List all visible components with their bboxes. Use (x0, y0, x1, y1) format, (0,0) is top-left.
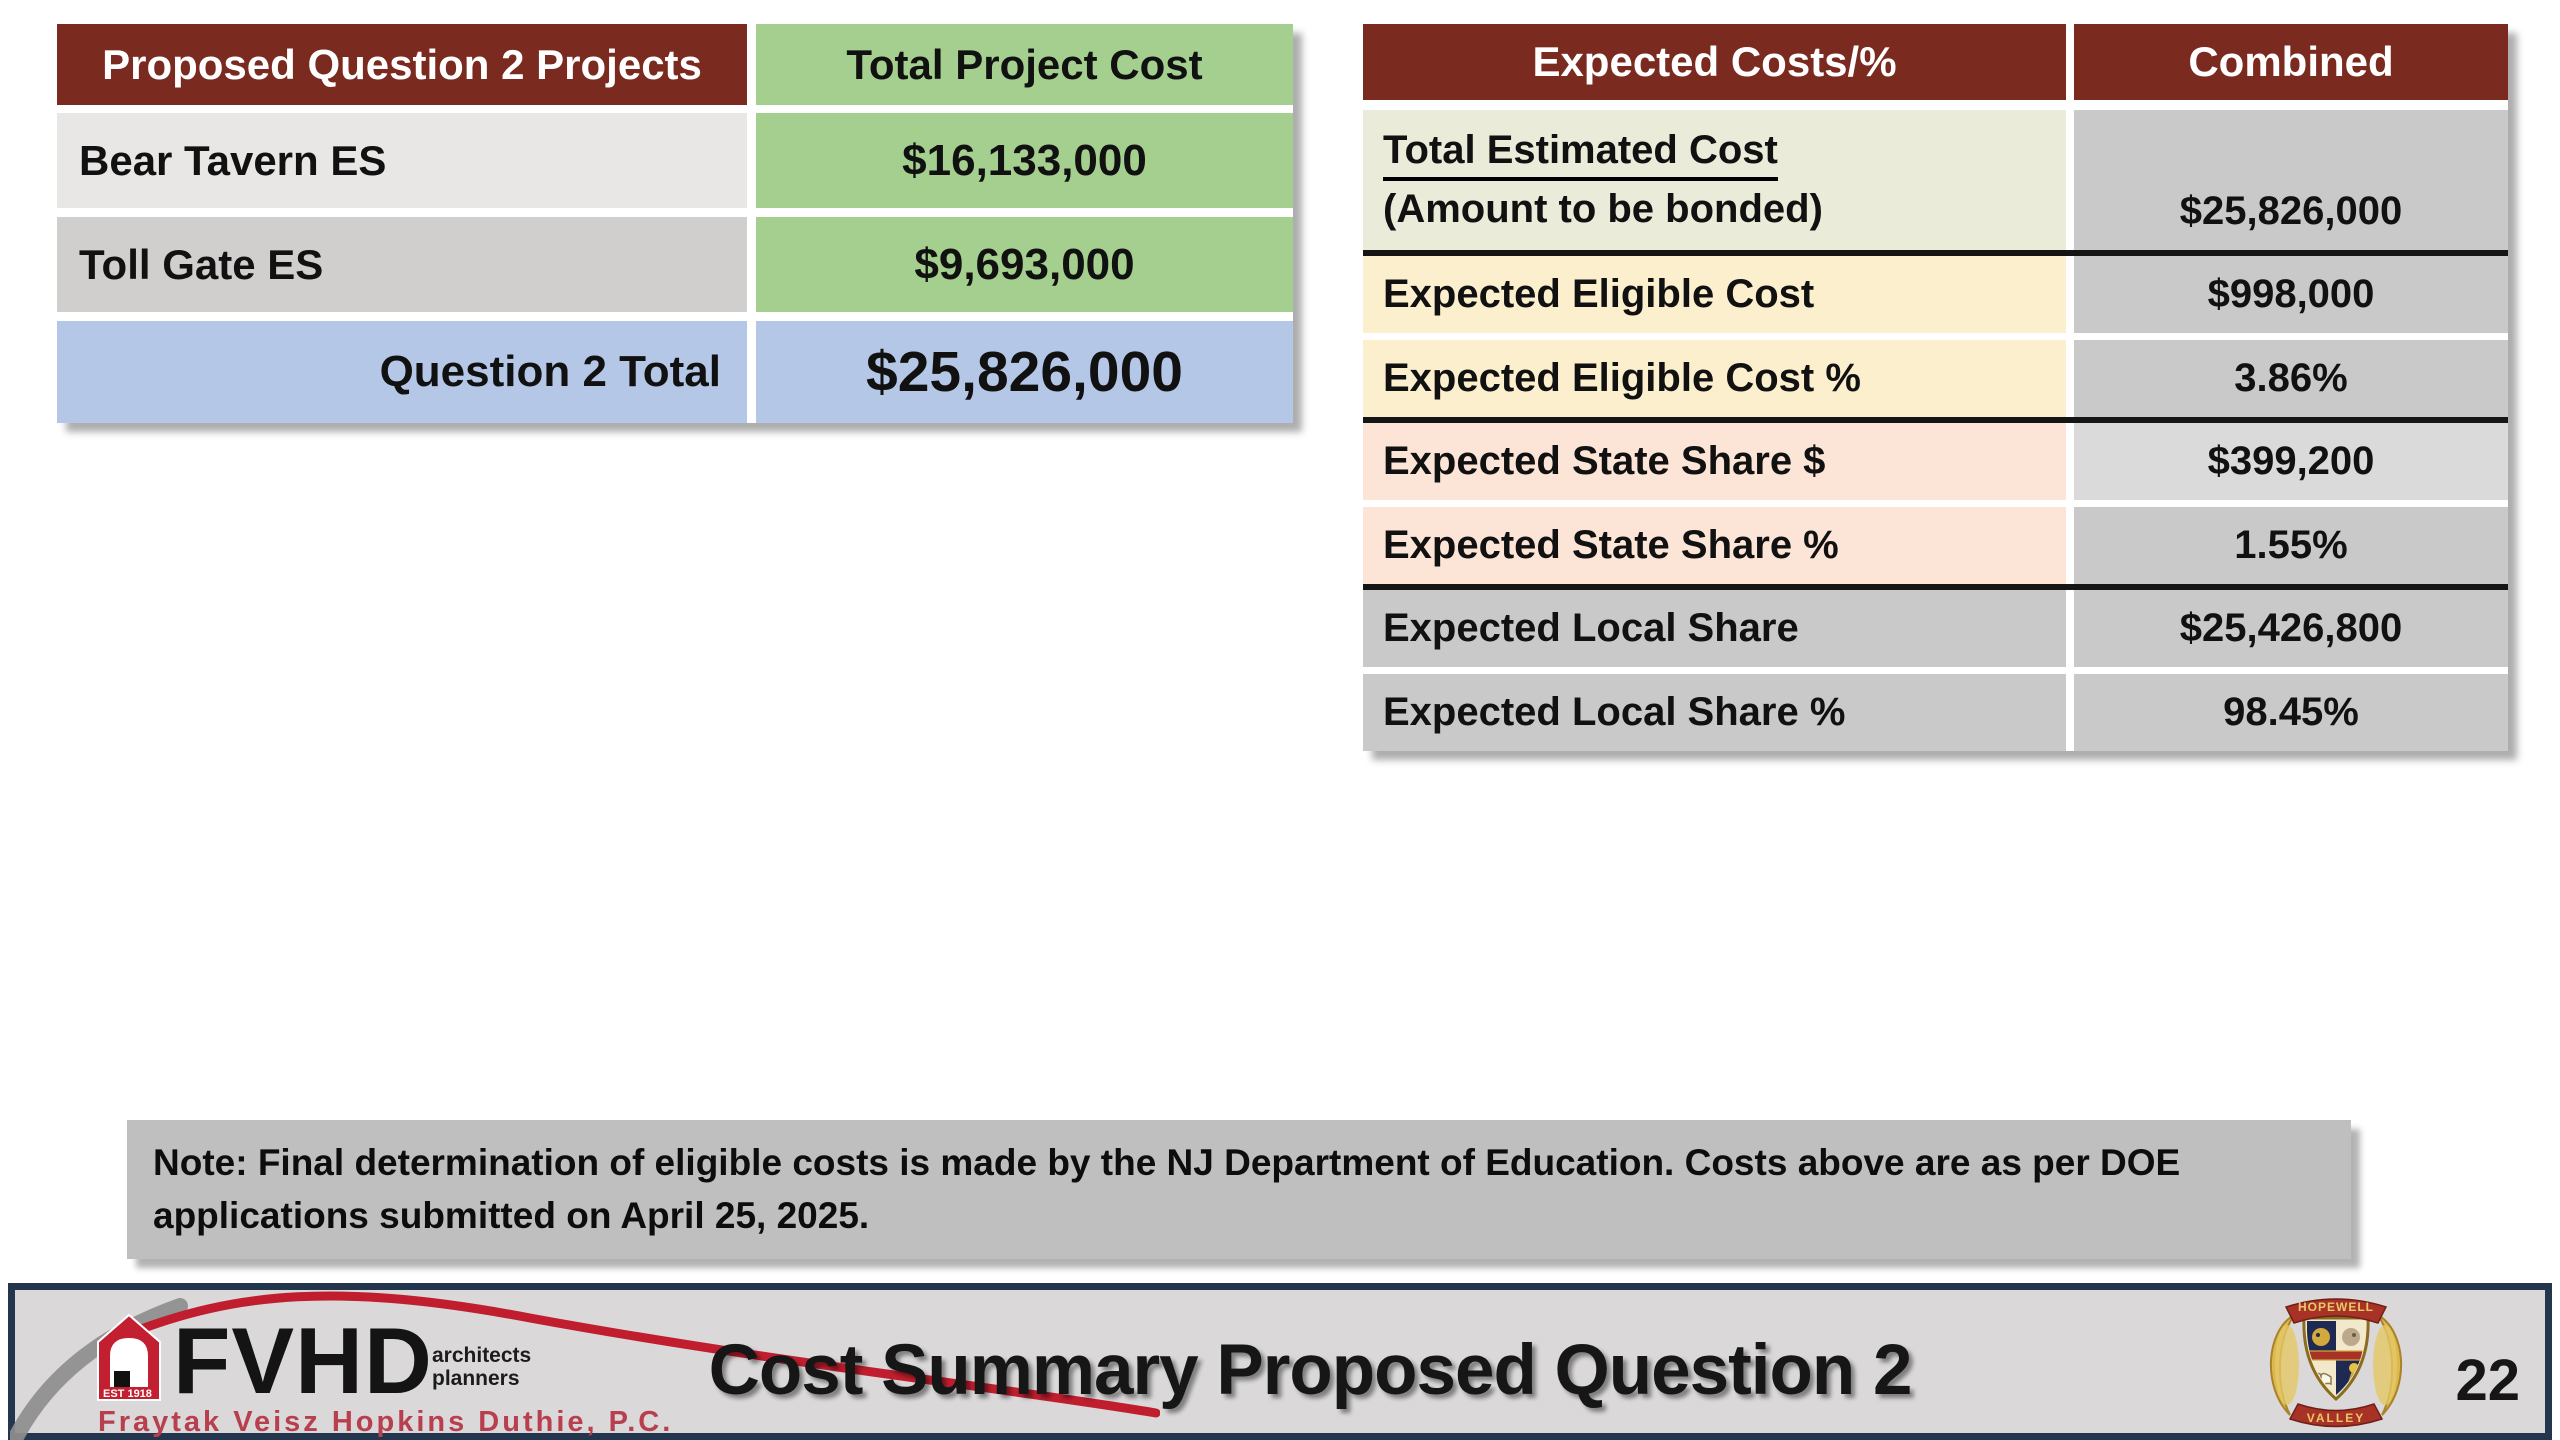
project-name: Bear Tavern ES (57, 113, 747, 208)
table-row (1363, 340, 2508, 423)
crest-bulldog-tan (2342, 1328, 2360, 1346)
crest-banner-bottom (2290, 1404, 2382, 1427)
cost-label: Expected Eligible Cost (1363, 256, 2066, 333)
cost-label: Expected Local Share % (1363, 674, 2066, 751)
note-text: Note: Final determination of eligible costs is made by the NJ Department of Education. Costs above are as per DOE applications submitted on April 25, 2025. (153, 1142, 2181, 1236)
table-row (1363, 590, 2508, 667)
expected-costs-table (1363, 24, 2508, 751)
cost-value: $399,200 (2074, 423, 2508, 500)
table-row (1363, 110, 2508, 256)
cost-label: Expected State Share $ (1363, 423, 2066, 500)
logo-tagline-planners: planners (432, 1367, 520, 1390)
projects-table (57, 24, 1293, 423)
cost-label (1363, 110, 2066, 250)
cost-label: Expected State Share % (1363, 507, 2066, 584)
page-number: 22 (2455, 1348, 2520, 1413)
table-row (1363, 256, 2508, 333)
cost-value: $998,000 (2074, 256, 2508, 333)
cost-value: $25,826,000 (2074, 110, 2508, 250)
page-title: Cost Summary Proposed Question 2 (708, 1331, 1912, 1410)
projects-total-label: Question 2 Total (57, 321, 747, 423)
table-row (1363, 507, 2508, 590)
logo-fvhd-text: FVHD (173, 1308, 433, 1413)
projects-total-row (57, 321, 1293, 423)
projects-table-header-row (57, 24, 1293, 105)
cost-label: Expected Local Share (1363, 590, 2066, 667)
crest-shield (2304, 1318, 2368, 1399)
costs-header-label: Expected Costs/% (1363, 24, 2066, 100)
costs-header-combined: Combined (2074, 24, 2508, 100)
cost-label-line1: Total Estimated Cost (1383, 128, 1778, 181)
cost-label-line2: (Amount to be bonded) (1383, 187, 1823, 231)
cost-value: 98.45% (2074, 674, 2508, 751)
cost-value: 1.55% (2074, 507, 2508, 584)
cost-label: Expected Eligible Cost % (1363, 340, 2066, 417)
logo-est-text: EST 1918 (103, 1388, 152, 1400)
table-row (1363, 423, 2508, 500)
logo-firm-name: Fraytak Veisz Hopkins Duthie, P.C. (98, 1406, 674, 1438)
projects-header-cost: Total Project Cost (756, 24, 1293, 105)
svg-text:HOPEWELL: HOPEWELL (2298, 1300, 2374, 1314)
logo-tagline-architects: architects (432, 1344, 532, 1367)
table-row (57, 113, 1293, 208)
table-row (1363, 674, 2508, 751)
project-name: Toll Gate ES (57, 217, 747, 312)
note-box (127, 1120, 2351, 1259)
projects-header-label: Proposed Question 2 Projects (57, 24, 747, 105)
project-cost: $9,693,000 (756, 217, 1293, 312)
crest-bulldog-gold (2312, 1328, 2330, 1346)
cost-value: $25,426,800 (2074, 590, 2508, 667)
costs-table-header-row (1363, 24, 2508, 100)
hopewell-valley-crest (2260, 1291, 2412, 1437)
svg-text:VALLEY: VALLEY (2306, 1411, 2366, 1425)
cost-value: 3.86% (2074, 340, 2508, 417)
projects-total-value: $25,826,000 (756, 321, 1293, 423)
table-row (57, 217, 1293, 312)
project-cost: $16,133,000 (756, 113, 1293, 208)
